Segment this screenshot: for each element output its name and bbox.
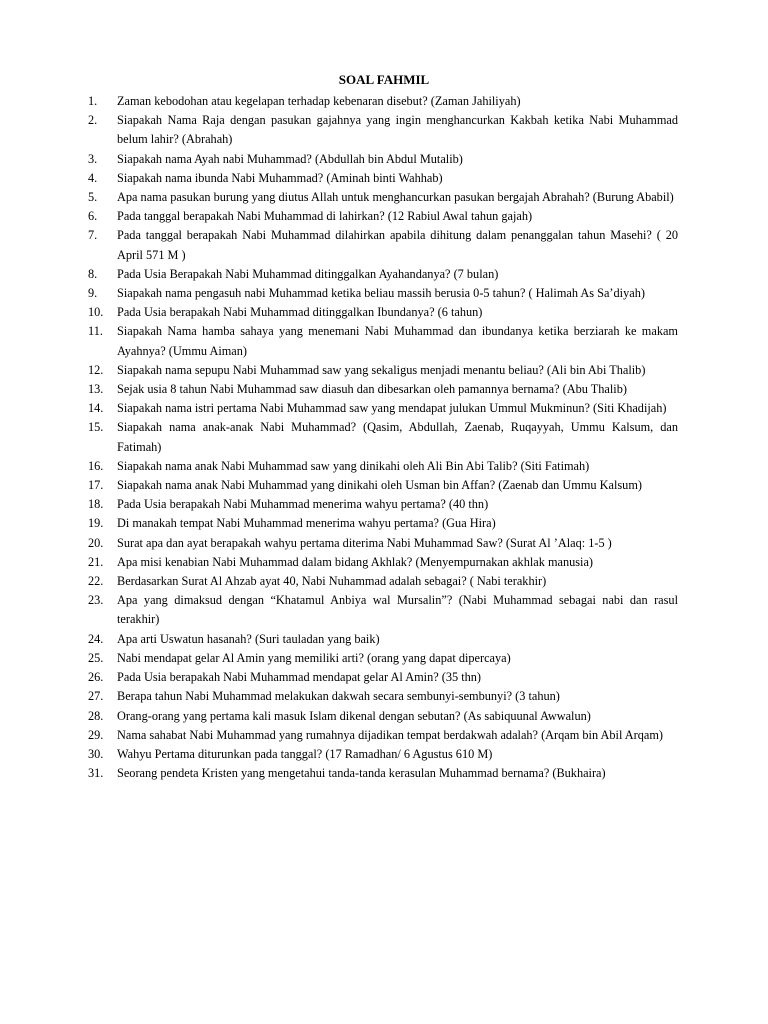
- question-text: Siapakah nama anak Nabi Muhammad saw yang dinikahi oleh Ali Bin Abi Talib? (Siti Fatimah): [117, 458, 590, 473]
- question-item: [88, 591, 678, 629]
- question-item: [88, 380, 678, 399]
- question-item: [88, 687, 678, 706]
- question-text: Siapakah nama anak Nabi Muhammad yang dinikahi oleh Usman bin Affan? (Zaenab dan Ummu Kalsum): [117, 478, 642, 493]
- question-text: Surat apa dan ayat berapakah wahyu pertama diterima Nabi Muhammad Saw? (Surat Al ’Alaq: 1-5 ): [117, 535, 612, 550]
- question-item: [88, 457, 678, 476]
- question-text: Berapa tahun Nabi Muhammad melakukan dakwah secara sembunyi-sembunyi? (3 tahun): [117, 689, 560, 704]
- question-number: 14.: [88, 401, 104, 416]
- question-item: [88, 265, 678, 284]
- question-text: Apa arti Uswatun hasanah? (Suri tauladan yang baik): [117, 631, 380, 646]
- question-text: Pada tanggal berapakah Nabi Muhammad di lahirkan? (12 Rabiul Awal tahun gajah): [117, 209, 533, 224]
- question-number: 18.: [88, 497, 104, 512]
- question-number: 17.: [88, 478, 104, 493]
- question-text: Pada Usia berapakah Nabi Muhammad mendapat gelar Al Amin? (35 thn): [117, 670, 482, 685]
- question-number: 12.: [88, 362, 104, 377]
- question-text: Pada Usia berapakah Nabi Muhammad menerima wahyu pertama? (40 thn): [117, 497, 489, 512]
- question-item: [88, 207, 678, 226]
- question-item: [88, 226, 678, 264]
- question-item: [88, 188, 678, 207]
- question-item: [88, 726, 678, 745]
- question-text: Nabi mendapat gelar Al Amin yang memiliki arti? (orang yang dapat dipercaya): [117, 650, 511, 665]
- question-item: [88, 418, 678, 456]
- question-text: Sejak usia 8 tahun Nabi Muhammad saw diasuh dan dibesarkan oleh pamannya bernama? (Abu Thalib): [117, 382, 627, 397]
- question-text: Di manakah tempat Nabi Muhammad menerima wahyu pertama? (Gua Hira): [117, 516, 496, 531]
- question-number: 1.: [88, 94, 98, 108]
- question-item: [88, 476, 678, 495]
- question-item: [88, 764, 678, 783]
- question-text: Apa nama pasukan burung yang diutus Allah untuk menghancurkan pasukan bergajah Abrahah? (Burung Ababil): [117, 190, 674, 205]
- question-text: Siapakah nama ibunda Nabi Muhammad? (Aminah binti Wahhab): [117, 170, 443, 185]
- question-number: 29.: [88, 727, 104, 742]
- question-number: 28.: [88, 708, 104, 723]
- question-number: 2.: [88, 113, 98, 128]
- question-number: 25.: [88, 650, 104, 665]
- question-item: [88, 399, 678, 418]
- question-number: 8.: [88, 266, 98, 281]
- question-number: 24.: [88, 631, 104, 646]
- question-text: Zaman kebodohan atau kegelapan terhadap kebenaran disebut? (Zaman Jahiliyah): [117, 94, 521, 108]
- question-text: Wahyu Pertama diturunkan pada tanggal? (17 Ramadhan/ 6 Agustus 610 M): [117, 746, 493, 761]
- question-item: [88, 92, 678, 111]
- question-item: [88, 361, 678, 380]
- question-item: [88, 553, 678, 572]
- question-number: 22.: [88, 574, 104, 589]
- question-item: [88, 169, 678, 188]
- question-text: Nama sahabat Nabi Muhammad yang rumahnya dijadikan tempat berdakwah adalah? (Arqam bin Abil Arqam): [117, 727, 664, 742]
- question-text: Siapakah Nama hamba sahaya yang menemani Nabi Muhammad dan ibundanya ketika berziarah ke makam Ayahnya? (Ummu Aiman): [117, 324, 678, 358]
- question-number: 23.: [88, 593, 104, 608]
- question-text: Siapakah nama istri pertama Nabi Muhammad saw yang mendapat julukan Ummul Mukminun? (Siti Khadijah): [117, 401, 667, 416]
- question-number: 21.: [88, 554, 104, 569]
- question-item: [88, 707, 678, 726]
- question-number: 15.: [88, 420, 104, 435]
- question-text: Siapakah nama Ayah nabi Muhammad? (Abdullah bin Abdul Mutalib): [117, 151, 463, 166]
- question-text: Pada Usia Berapakah Nabi Muhammad ditinggalkan Ayahandanya? (7 bulan): [117, 266, 499, 281]
- question-number: 6.: [88, 209, 98, 224]
- question-text: Siapakah nama pengasuh nabi Muhammad ketika beliau massih berusia 0-5 tahun? ( Halimah As Sa’diyah): [117, 286, 645, 301]
- question-item: [88, 534, 678, 553]
- question-number: 11.: [88, 324, 103, 339]
- question-number: 13.: [88, 382, 104, 397]
- question-text: Siapakah nama sepupu Nabi Muhammad saw yang sekaligus menjadi menantu beliau? (Ali bin Abi Thalib): [117, 362, 646, 377]
- question-item: [88, 572, 678, 591]
- question-number: 16.: [88, 458, 104, 473]
- question-number: 3.: [88, 151, 98, 166]
- question-item: [88, 303, 678, 322]
- question-item: [88, 668, 678, 687]
- question-number: 27.: [88, 689, 104, 704]
- question-item: [88, 630, 678, 649]
- question-text: Apa misi kenabian Nabi Muhammad dalam bidang Akhlak? (Menyempurnakan akhlak manusia): [117, 554, 594, 569]
- question-item: [88, 111, 678, 149]
- question-item: [88, 745, 678, 764]
- question-number: 9.: [88, 286, 98, 301]
- question-item: [88, 322, 678, 360]
- question-list: [88, 92, 678, 783]
- question-number: 10.: [88, 305, 104, 320]
- question-number: 5.: [88, 190, 98, 205]
- question-item: [88, 514, 678, 533]
- question-text: Pada Usia berapakah Nabi Muhammad ditinggalkan Ibundanya? (6 tahun): [117, 305, 483, 320]
- question-number: 31.: [88, 766, 104, 781]
- question-item: [88, 495, 678, 514]
- document-title: SOAL FAHMIL: [338, 72, 430, 87]
- question-text: Apa yang dimaksud dengan “Khatamul Anbiya wal Mursalin”? (Nabi Muhammad sebagai nabi dan rasul terakhir): [117, 593, 678, 627]
- question-text: Siapakah nama anak-anak Nabi Muhammad? (Qasim, Abdullah, Zaenab, Ruqayyah, Ummu Kalsum, dan Fatimah): [117, 420, 678, 454]
- question-number: 30.: [88, 746, 104, 761]
- question-number: 26.: [88, 670, 104, 685]
- question-text: Berdasarkan Surat Al Ahzab ayat 40, Nabi Nuhammad adalah sebagai? ( Nabi terakhir): [117, 574, 547, 589]
- question-number: 19.: [88, 516, 104, 531]
- question-text: Orang-orang yang pertama kali masuk Islam dikenal dengan sebutan? (As sabiquunal Awwalun): [117, 708, 591, 723]
- question-text: Pada tanggal berapakah Nabi Muhammad dilahirkan apabila dihitung dalam penanggalan tahun Masehi? ( 20 April 571 M ): [117, 228, 678, 262]
- question-number: 7.: [88, 228, 98, 243]
- question-item: [88, 150, 678, 169]
- question-item: [88, 284, 678, 303]
- question-text: Seorang pendeta Kristen yang mengetahui tanda-tanda kerasulan Muhammad bernama? (Bukhaira): [117, 766, 606, 781]
- question-text: Siapakah Nama Raja dengan pasukan gajahnya yang ingin menghancurkan Kakbah ketika Nabi Muhammad belum lahir? (Abrahah): [117, 113, 678, 147]
- question-number: 20.: [88, 535, 104, 550]
- question-number: 4.: [88, 170, 98, 185]
- question-item: [88, 649, 678, 668]
